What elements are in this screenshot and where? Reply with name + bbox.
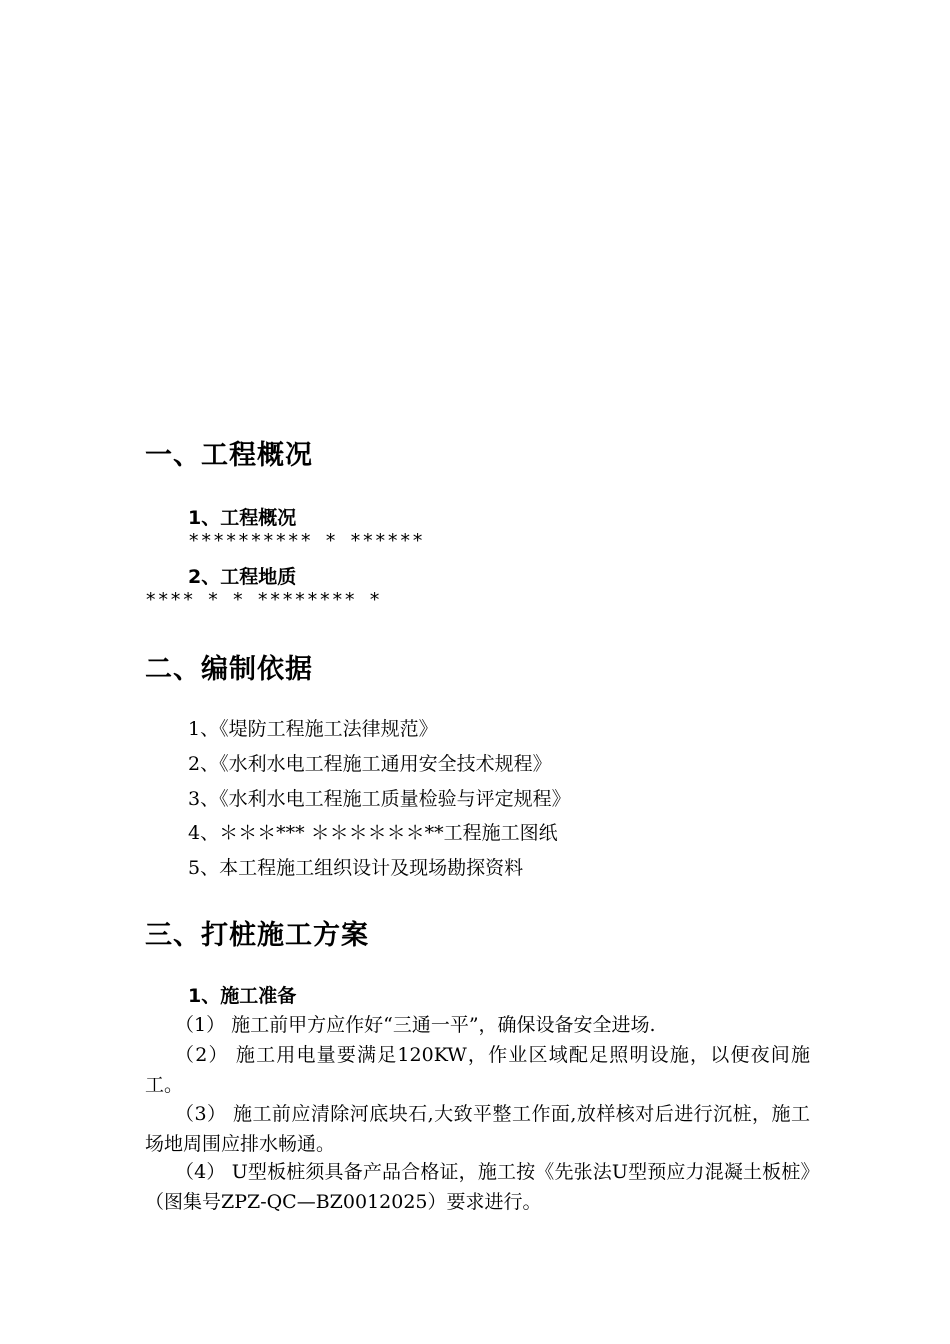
preparation-paragraph-2: （2） 施工用电量要满足120KW，作业区域配足照明设施，以便夜间施工。 [145,1044,810,1096]
reference-item-5: 5、本工程施工组织设计及现场勘探资料 [188,857,524,879]
preparation-paragraph-3: （3） 施工前应清除河底块石,大致平整工作面,放样核对后进行沉桩，施工场地周围应排水畅通。 [145,1103,810,1155]
subheading-preparation: 1、施工准备 [188,985,297,1007]
reference-item-2: 2、《水利水电工程施工通用安全技术规程》 [188,753,552,775]
reference-item-4: 4、＊＊＊*** ＊＊＊＊＊＊**工程施工图纸 [188,822,558,844]
preparation-paragraph-4: （4） U型板桩须具备产品合格证，施工按《先张法U型预应力混凝土板桩》（图集号ZPZ-QC—BZ0012025）要求进行。 [145,1161,810,1213]
section-heading-piling-plan: 三、打桩施工方案 [145,920,369,951]
subheading-geology: 2、工程地质 [188,566,297,588]
section-heading-overview: 一、工程概况 [145,440,313,471]
redacted-overview-text: ********** * ****** [188,530,425,552]
reference-item-3: 3、《水利水电工程施工质量检验与评定规程》 [188,788,571,810]
preparation-paragraph-1: （1） 施工前甲方应作好“三通一平”，确保设备安全进场. [175,1014,656,1036]
redacted-geology-text: **** * * ******** * [145,589,382,611]
reference-item-1: 1、《堤防工程施工法律规范》 [188,718,438,740]
section-heading-basis: 二、编制依据 [145,654,313,685]
subheading-project-overview: 1、工程概况 [188,507,297,529]
